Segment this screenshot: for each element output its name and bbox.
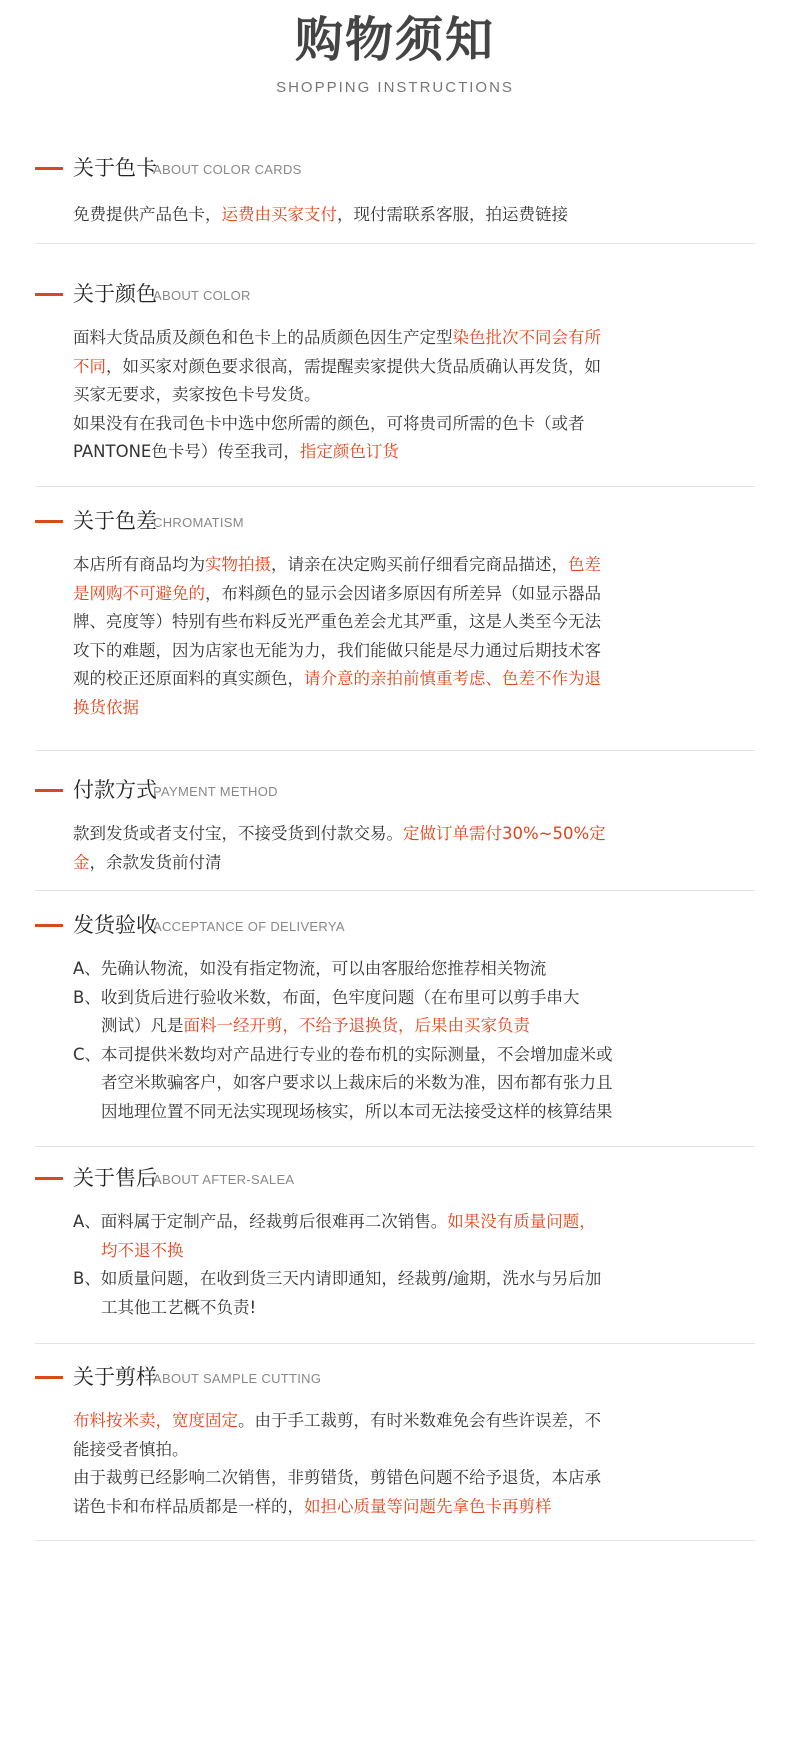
body-line [73, 201, 693, 230]
section-divider [35, 1343, 755, 1344]
highlight-text: 如担心质量等问题先拿色卡再剪样 [304, 1496, 552, 1516]
body-line [73, 410, 693, 439]
accent-bar [35, 167, 63, 170]
body-text: ，布料颜色的显示会因诸多原因有所差异（如显示器品 [205, 583, 601, 603]
section-divider [35, 750, 755, 751]
body-text: 由于裁剪已经影响二次销售，非剪错货，剪错色问题不给予退货，本店承 [73, 1468, 601, 1487]
body-line [73, 984, 693, 1013]
accent-bar [35, 924, 63, 927]
body-line [73, 1464, 693, 1493]
body-line [73, 1237, 693, 1266]
highlight-text: 如果没有质量问题， [447, 1212, 596, 1231]
section-english-title: ABOUT AFTER-SALEA [153, 1172, 295, 1187]
section-title: 关于色差 [73, 509, 157, 533]
body-line [73, 665, 693, 694]
body-text: 如果没有在我司色卡中选中您所需的颜色，可将贵司所需的色卡（或者 [73, 413, 585, 433]
section-body [73, 201, 693, 230]
highlight-text: 指定颜色订货 [299, 442, 399, 461]
body-line [73, 608, 693, 637]
body-line [73, 694, 693, 723]
body-text: PANTONE色卡号）传至我司， [73, 442, 300, 461]
body-text: 牌、亮度等）特别有些布料反光严重色差会尤其严重，这是人类至今无法 [73, 612, 601, 631]
body-line [73, 1407, 693, 1436]
section-english-title: ABOUT SAMPLE CUTTING [153, 1371, 322, 1386]
body-text: ，如买家对颜色要求很高，需提醒卖家提供大货品质确认再发货，如 [106, 356, 601, 376]
body-line [73, 820, 693, 849]
body-line [73, 1098, 693, 1127]
page-title: 购物须知 [294, 12, 495, 68]
body-text: 测试）凡是 [101, 1016, 184, 1035]
highlight-text: 是网购不可避免的 [73, 583, 205, 603]
section-divider [35, 486, 755, 487]
section-body [73, 551, 693, 722]
body-text: ，余款发货前付清 [89, 852, 222, 872]
body-text: 攻下的难题，因为店家也无能为力，我们能做只能是尽力通过后期技术客 [73, 640, 601, 660]
body-text: 者空米欺骗客户，如客户要求以上裁床后的米数为准，因布都有张力且 [101, 1073, 613, 1092]
body-line [73, 438, 693, 467]
body-text: 能接受者慎拍。 [73, 1439, 189, 1459]
body-text: B、如质量问题，在收到货三天内请即通知，经裁剪/逾期，洗水与另后加 [73, 1269, 602, 1288]
section-body [73, 820, 693, 877]
accent-bar [35, 293, 63, 296]
page-subtitle: SHOPPING INSTRUCTIONS [276, 79, 514, 96]
section-english-title: CHROMATISM [153, 515, 244, 530]
section-body [73, 1407, 693, 1521]
body-text: 因地理位置不同无法实现现场核实，所以本司无法接受这样的核算结果 [101, 1101, 613, 1121]
body-text: ，请亲在决定购买前仔细看完商品描述， [271, 555, 568, 574]
body-line [73, 551, 693, 580]
highlight-text: 实物拍摄 [205, 555, 271, 574]
body-text: 诺色卡和布样品质都是一样的， [73, 1496, 304, 1516]
section-body [73, 955, 693, 1126]
highlight-text: 面料一经开剪，不给予退换货，后果由买家负责 [183, 1016, 530, 1035]
section-english-title: ACCEPTANCE OF DELIVERYA [153, 919, 345, 934]
section-title: 付款方式 [73, 778, 157, 802]
body-text: ，现付需联系客服，拍运费链接 [337, 205, 568, 224]
body-text: 面料大货品质及颜色和色卡上的品质颜色因生产定型 [73, 328, 453, 347]
highlight-text: 色差 [568, 555, 601, 574]
body-line [73, 353, 693, 382]
highlight-text: 请介意的亲拍前慎重考虑、色差不作为退 [304, 669, 601, 688]
highlight-text: 布料按米卖，宽度固定 [73, 1411, 238, 1430]
section-divider [35, 1146, 755, 1147]
body-line [73, 1294, 693, 1323]
body-line [73, 1493, 693, 1522]
accent-bar [35, 1376, 63, 1379]
section-title: 关于色卡 [73, 156, 157, 180]
body-line [73, 955, 693, 984]
section-body [73, 324, 693, 467]
section-body [73, 1208, 693, 1322]
body-text: B、收到货后进行验收米数，布面，色牢度问题（在布里可以剪手串大 [73, 987, 580, 1007]
section-divider [35, 243, 755, 244]
highlight-text: 运费由买家支付 [221, 205, 337, 224]
body-text: A、先确认物流，如没有指定物流，可以由客服给您推荐相关物流 [73, 959, 547, 978]
body-line [73, 1069, 693, 1098]
highlight-text: 金 [73, 852, 90, 872]
highlight-text: 染色批次不同会有所 [452, 328, 601, 347]
highlight-text: 不同 [73, 356, 106, 376]
body-text: C、本司提供米数均对产品进行专业的卷布机的实际测量，不会增加虚米或 [73, 1044, 613, 1064]
section-divider [35, 1540, 755, 1541]
accent-bar [35, 520, 63, 523]
accent-bar [35, 1177, 63, 1180]
highlight-text: 定做订单需付30%~50%定 [403, 824, 606, 843]
body-line [73, 1012, 693, 1041]
body-text: A、面料属于定制产品，经裁剪后很难再二次销售。 [73, 1212, 448, 1231]
body-text: 免费提供产品色卡， [73, 205, 222, 224]
highlight-text: 换货依据 [73, 697, 139, 717]
body-text: 观的校正还原面料的真实颜色， [73, 669, 304, 688]
accent-bar [35, 789, 63, 792]
body-text: 工其他工艺概不负责! [101, 1297, 257, 1317]
section-english-title: PAYMENT METHOD [153, 784, 278, 799]
body-text: 买家无要求，卖家按色卡号发货。 [73, 385, 321, 404]
body-line [73, 1208, 693, 1237]
section-title: 关于剪样 [73, 1365, 157, 1389]
body-line [73, 1041, 693, 1070]
body-line [73, 1265, 693, 1294]
body-line [73, 637, 693, 666]
section-title: 发货验收 [73, 913, 157, 937]
body-text: 款到发货或者支付宝，不接受货到付款交易。 [73, 824, 403, 843]
body-text: 本店所有商品均为 [73, 555, 205, 574]
body-line [73, 849, 693, 878]
body-line [73, 381, 693, 410]
section-english-title: ABOUT COLOR [153, 288, 251, 303]
section-title: 关于售后 [73, 1166, 157, 1190]
body-line [73, 324, 693, 353]
highlight-text: 均不退不换 [101, 1240, 184, 1260]
section-english-title: ABOUT COLOR CARDS [153, 162, 302, 177]
body-text: 。由于手工裁剪，有时米数难免会有些许误差，不 [238, 1411, 601, 1430]
body-line [73, 580, 693, 609]
section-title: 关于颜色 [73, 282, 157, 306]
body-line [73, 1436, 693, 1465]
section-divider [35, 890, 755, 891]
